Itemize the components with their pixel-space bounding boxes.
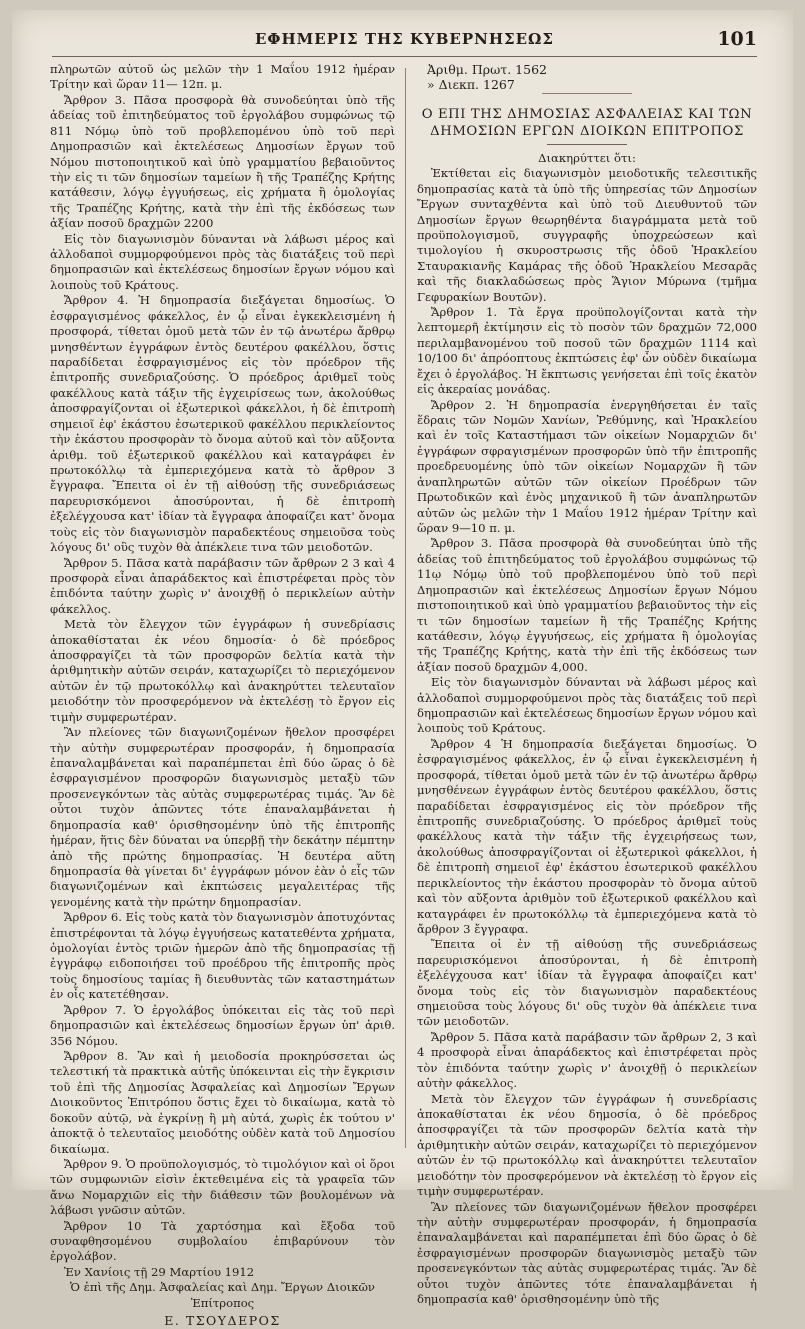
paragraph: Ἄρθρον 3. Πᾶσα προσφορὰ θὰ συνοδεύηται ὑπὸ τῆς ἀδείας τοῦ ἐπιτηδεύματος τοῦ ἐργολάβου συμφώνως τῷ 811 Νόμῳ ὑπὸ τοῦ προβλεπομένου ὑπὸ τοῦ περὶ Δημοπρασιῶν καὶ ἐκτελέσεως Δημοσίων ἔργων τοῦ Νόμου πιστοποιητικοῦ καὶ ὑπὸ γραμματίου βεβαιοῦντος τὴν εἰς τι τῶν δημοσίων ταμείων ἢ τῆς Τραπέζης Κρήτης κατάθεσιν, λόγῳ ἐγγυήσεως, εἰς χρήματα ἢ ὁμολογίας τῆς Τραπέζης Κρήτης, κατὰ τὴν ἐπὶ τῆς ἐκδόσεως των ἀξίαν ποσοῦ δραχμῶν 2200 <box>50 92 395 231</box>
paragraph: Εἰς τὸν διαγωνισμὸν δύνανται νὰ λάβωσι μέρος καὶ ἀλλοδαποὶ συμμορφούμενοι πρὸς τὰς διατάξεις τοῦ περὶ δημοπρασιῶν καὶ ἐκτελέσεως δημοσίων ἔργων νόμου καὶ λοιποὺς τοῦ Κράτους. <box>50 231 395 292</box>
paragraph: Ἄρθρον 9. Ὁ προϋπολογισμός, τὸ τιμολόγιον καὶ οἱ ὅροι τῶν συμφωνιῶν εἰσὶν ἐκτεθειμένα εἰς τὰ γραφεῖα τῶν ἄνω Νομαρχιῶν εἰς τὴν διάθεσιν τῶν βουλομένων νὰ λάβωσι γνῶσιν αὐτῶν. <box>50 1156 395 1218</box>
paragraph: Ἄρθρον 4 Ἡ δημοπρασία διεξάγεται δημοσίως. Ὁ ἐσφραγισμένος φάκελλος, ἐν ᾧ εἶναι ἐγκεκλεισμένη ἡ προσφορά, τίθεται ὁμοῦ μετὰ τῶν ἐν τῷ ἀνωτέρω ἄρθρῳ μνησθένεων ἐγγράφων ἐντὸς δευτέρου φακέλλου, ὅστις παραδίδεται ἐσφραγισμένος εἰς τὸν πρόεδρον τῆς ἐπιτροπῆς συνεδριαζούσης. Ὁ πρόεδρος ἀριθμεῖ τοὺς φακέλλους κατὰ τὴν τάξιν τῆς ἐγχειρήσεως των, ἀκολούθως ἀποσφραγίζονται οἱ ἐξωτερικοὶ φάκελλοι, ἡ δὲ ἐπιτροπὴ σημειοῖ ἐφ' ἑκάστου ἐσωτερικοῦ φακέλλου περικλείοντος τὴν ἑκάστου προσφορὰν τὸ ὄνομα αὐτοῦ καὶ τὸν αὔξοντα ἀριθμὸν τοῦ ἐξωτερικοῦ φακέλλου καὶ καταγράφει ἐν πρωτοκόλλῳ τὰ ἐμπεριεχόμενα κατὰ τὸ ἄρθρον 3 ἔγγραφα. <box>417 736 757 936</box>
column-divider <box>405 68 406 1148</box>
signatory-title: Ὁ ἐπὶ τῆς Δημ. Ἀσφαλείας καὶ Δημ. Ἔργων Διοικῶν Ἐπίτροπος <box>70 1280 375 1310</box>
paragraph: Ἄρθρον 7. Ὁ ἐργολάβος ὑπόκειται εἰς τὰς τοῦ περὶ δημοπρασιῶν καὶ ἐκτελέσεως δημοσίων ἔργων ὑπ' ἀριθ. 356 Νόμου. <box>50 1002 395 1048</box>
right-column <box>417 62 757 1307</box>
paragraph: Ἄρθρον 3. Πᾶσα προσφορὰ θὰ συνοδεύηται ὑπὸ τῆς ἀδείας τοῦ ἐπιτηδεύματος τοῦ ἐργολάβου συμφώνως τῷ 11ῳ Νόμῳ ὑπὸ τοῦ προβλεπομένου ὑπὸ τοῦ περὶ Δημοπρασιῶν καὶ ἐκτελέσεως Δημοσίων ἔργων Νόμου πιστοποιητικοῦ καὶ ὑπὸ γραμματίου βεβαιοῦντος τὴν εἰς τι τῶν δημοσίων ταμείων ἢ τῆς Τραπέζης Κρήτης κατάθεσιν, λόγῳ ἐγγυήσεως, εἰς χρήματα ἢ ὁμολογίας τῆς Τραπέζης Κρήτης, κατὰ τὴν ἐπὶ τῆς ἐκδόσεως των ἀξίαν ποσοῦ δραχμῶν 4,000. <box>417 536 757 674</box>
paragraph: Ἄρθρον 1. Τὰ ἔργα προϋπολογίζονται κατὰ τὴν λεπτομερῆ ἐκτίμησιν εἰς τὸ ποσὸν τῶν δραχμῶν 72,000 περιλαμβανομένου τοῦ ποσοῦ τῶν δραχμῶν 1114 καὶ 10/100 δι' ἀπρόοπτους ἐκπτώσεις ἐφ' ὧν οὐδὲν δικαίωμα ἔχει ὁ ἐργολάβος. Ἡ ἔκπτωσις γενήσεται ἐπὶ τοῖς ἑκατὸν εἰς ἀκεραίας μονάδας. <box>417 305 757 397</box>
paragraph: Ἄρθρον 5. Πᾶσα κατὰ παράβασιν τῶν ἄρθρων 2, 3 καὶ 4 προσφορὰ εἶναι ἀπαράδεκτος καὶ ἐπιστρέφεται πρὸς τὸν ἐπιδόντα ταύτην χωρὶς ν' ἀνοιχθῇ ὁ περικλείων αὐτὴν φάκελλος. <box>417 1029 757 1091</box>
paragraph: Ἂν πλείονες τῶν διαγωνιζομένων ἤθελον προσφέρει τὴν αὐτὴν συμφερωτέραν προσφοράν, ἡ δημοπρασία ἐπαναλαμβάνεται καὶ παραπέμπεται ἐπὶ δύο ὥρας ὁ δὲ ἐσφραγισμένων προσφορῶν διαγωνισμὸς μεταξὺ τῶν προσενεγκόντων τὰς αὐτὰς συμφερωτέρας τιμάς. Ἂν δὲ οὗτοι τυχὸν ἀπῶντες τότε ἐπαναλαμβάνεται ἡ δημοπρασία καθ' ὁρισθησομένην ὑπὸ τῆς <box>417 1199 757 1307</box>
date-line: Ἐν Χανίοις τῇ 29 Μαρτίου 1912 <box>64 1264 255 1279</box>
paragraph: Μετὰ τὸν ἔλεγχον τῶν ἐγγράφων ἡ συνεδρίασις ἀποκαθίσταται ἐκ νέου δημοσία· ὁ δὲ πρόεδρος ἀποσφραγίζει τὰ τῶν προσφορῶν δελτία κατὰ τὴν ἀριθμητικὴν αὐτῶν σειράν, καταχωρίζει τὸ περιεχόμενον αὐτῶν ἐν τῷ πρωτοκόλλῳ καὶ ἀνακηρύττει τελευταῖον μειοδότην τὸν προσφερόμενον νὰ ἐκτελέσῃ τὸ ἔργον εἰς τιμὴν συμφερωτέραν. <box>50 617 395 724</box>
proclaims-line: Διακηρύττει ὅτι: <box>538 150 636 165</box>
page-number: 101 <box>717 28 757 50</box>
gazette-title: ΕΦΗΜΕΡΙΣ ΤΗΣ ΚΥΒΕΡΝΗΣΕΩΣ <box>254 30 554 48</box>
paragraph: Ἄρθρον 6. Εἰς τοὺς κατὰ τὸν διαγωνισμὸν ἀποτυχόντας ἐπιστρέφονται τὰ λόγῳ ἐγγυήσεως κατατεθέντα χρήματα, ὁμολογίαι ἐντὸς τριῶν ἡμερῶν ἀπὸ τῆς δημοπρασίας τῇ ἐγγράφῳ ειδοποιήσει τοῦ προέδρου τῆς ἐπιτροπῆς πρὸς τοὺς δημοσίους ταμίας ἢ διευθυντὰς τῶν καταστημάτων ἐν οἷς κατετέθησαν. <box>50 910 395 1002</box>
notice-heading: Ο ΕΠΙ ΤΗΣ ΔΗΜΟΣΙΑΣ ΑΣΦΑΛΕΙΑΣ ΚΑΙ ΤΩΝ ΔΗΜΟΣΙΩΝ ΕΡΓΩΝ ΔΙΟΙΚΩΝ ΕΠΙΤΡΟΠΟΣ <box>421 106 753 139</box>
paragraph: Ἄρθρον 8. Ἂν καὶ ἡ μειοδοσία προκηρύσσεται ὡς τελεστική τὰ πρακτικὰ αὐτῆς ὑπόκεινται εἰς τὴν ἔγκρισιν τοῦ ἐπὶ τῆς Δημοσίας Ἀσφαλείας καὶ Δημοσίων Ἔργων Διοικοῦντος Ἐπιτρόπου ὅστις ἔχει τὸ δικαίωμα, κατὰ τὸ δοκοῦν αὐτῷ, νὰ ἐγκρίνῃ ἢ μὴ αὐτά, χωρὶς ἐκ τούτου ν' ἀποκτᾷ ὁ τελευταῖος μειοδότης οὐδὲν κατὰ τοῦ Δημοσίου δικαίωμα. <box>50 1049 395 1156</box>
paragraph: Εἰς τὸν διαγωνισμὸν δύνανται νὰ λάβωσι μέρος καὶ ἀλλοδαποὶ συμμορφούμενοι πρὸς τὰς διατάξεις τοῦ περὶ δημοπρασιῶν καὶ ἐκτελέσεως δημοσίων ἔργων νόμου καὶ λοιποὺς τοῦ Κράτους. <box>417 675 757 736</box>
protocol-rule <box>542 93 632 94</box>
left-column <box>50 62 395 1329</box>
dispatch-number: » Διεκπ. 1267 <box>427 77 515 93</box>
paragraph: Ἄρθρον 10 Τὰ χαρτόσημα καὶ ἔξοδα τοῦ συναφθησομένου συμβολαίου ἐπιβαρύνουν τὸν ἐργολάβον. <box>50 1218 395 1264</box>
paragraph: Ἄρθρον 4. Ἡ δημοπρασία διεξάγεται δημοσίως. Ὁ ἐσφραγισμένος φάκελλος, ἐν ᾧ εἶναι ἐγκεκλεισμένη ἡ προσφορά, τίθεται ὁμοῦ μετὰ τῶν ἐν τῷ ἀνωτέρω ἄρθρῳ μνησθέντων ἐγγράφων ἐντὸς δευτέρου φακέλλου, ὅστις παραδίδεται ἐσφραγισμένος εἰς τὸν πρόεδρον τῆς ἐπιτροπῆς συνεδριαζούσης. Ὁ πρόεδρος ἀριθμεῖ τοὺς φακέλλους κατὰ τάξιν τῆς ἐγχειρίσεως των, ἀκολούθως ἀποσφραγίζονται οἱ ἐξωτερικοὶ φάκελλοι, ἡ δὲ ἐπιτροπὴ σημειοῖ ἐφ' ἑκάστου ἐσωτερικοῦ φακέλλου περικλείοντος τὴν ἑκάστου προσφορὰν τὸ ὄνομα αὐτοῦ καὶ τὸν αὔξοντα ἀριθμ. τοῦ ἐξωτερικοῦ φακέλλου καὶ καταγράφει ἐν πρωτοκόλλῳ τὰ ἐμπεριεχόμενα κατὰ τὸ ἄρθρον 3 ἔγγραφα. Ἔπειτα οἱ ἐν τῇ αἰθούσῃ τῆς συνεδριάσεως παρευρισκόμενοι ἀποσύρονται, ἡ δὲ ἐπιτροπὴ ἐξελέγχουσα κατ' ἰδίαν τὰ ἔγγραφα ἀποφαίζει κατ' ὄνομα τοὺς εἰς τὸν διαγωνισμὸν παραδεκτέους σημειοῦσα τοὺς λόγους δι' οὓς τυχὸν θὰ ἀπέκλειε τινα τῶν μειοδοτῶν. <box>50 293 395 555</box>
signatory-name: Ε. ΤΣΟΥΔΕΡΟΣ <box>164 1313 281 1329</box>
protocol-block <box>417 62 757 93</box>
paragraph: Ἄρθρον 2. Ἡ δημοπρασία ἐνεργηθήσεται ἐν ταῖς ἕδραις τῶν Νομῶν Χανίων, Ῥεθύμνης, καὶ Ἡρακλείου καὶ ἐν τοῖς Καταστήμασι τῶν οἰκείων Νομαρχιῶν δι' ἐγγράφων σφραγισμένων προσφορῶν ὑπὸ τῆν ἐπιτροπῆς προεδρευομένης ὑπὸ τῶν οἰκείων Νομαρχῶν ἢ τῶν ἀναπληρωτῶν αὐτῶν τῶν οἰκείων Προέδρων τῶν Πρωτοδικῶν καὶ ἑνὸς μηχανικοῦ ἢ τῶν ἀναπληρωτῶν αὐτῶν ὡς μελῶν τὴν 1 Μαΐου 1912 ἡμέραν Τρίτην καὶ ὥραν 9—10 π. μ. <box>417 397 757 535</box>
paragraph: Ἔπειτα οἱ ἐν τῇ αἰθούσῃ τῆς συνεδριάσεως παρευρισκόμενοι ἀποσύρονται, ἡ δὲ ἐπιτροπὴ ἐξελέγχουσα κατ' ἰδίαν τὰ ἔγγραφα ἀποφαίζει κατ' ὄνομα τοὺς εἰς τὸν διαγωνισμὸν παραδεκτέους σημειοῦσα τοὺς λόγους δι' οὓς τυχὸν θὰ ἀπέκλειε τινα τῶν μειοδοτῶν. <box>417 937 757 1029</box>
paragraph: Ἄρθρον 5. Πᾶσα κατὰ παράβασιν τῶν ἄρθρων 2 3 καὶ 4 προσφορὰ εἶναι ἀπαράδεκτος καὶ ἐπιστρέφεται πρὸς τὸν ἐπιδόντα ταύτην χωρὶς ν' ἀνοιχθῇ ὁ περικλείων αὐτὴν φάκελλος. <box>50 555 395 616</box>
newspaper-page <box>12 10 793 1329</box>
protocol-number: Ἀριθμ. Πρωτ. 1562 <box>427 62 547 77</box>
running-header <box>52 28 757 57</box>
paragraph: Ἂν πλείονες τῶν διαγωνιζομένων ἤθελον προσφέρει τὴν αὐτὴν συμφερωτέραν προσφοράν, ἡ δημοπρασία ἐπαναλαμβάνεται καὶ παραπέμπεται ἐπὶ δύο ὥρας ὁ δὲ ἐσφραγισμένον προσφορῶν διαγωνισμὸς μεταξὺ τῶν προσενεγκόντων τὰς αὐτὰς συμφερωτέρας τιμάς. Ἂν δὲ οὗτοι τυχὸν ἀπῶντες τότε ἐπαναλαμβάνεται ἡ δημοπρασία καθ' ὁρισθησομένην ὑπὸ τῆς ἐπιτροπῆς ἡμέραν, ἥτις δὲν δύναται να ὑπερβῇ τὴν δεκάτην πέμπτην ἀπὸ τῆς πρώτης δημοπρασίας. Ἡ δευτέρα αὕτη δημοπρασία θὰ γίνεται δι' ἐγγράφων μόνον ἐὰν ὁ εἷς τῶν διαγωνιζομένων καὶ ἐκπτώσεις μεγαλειτέρας τῆς γενομένης κατὰ τὴν πρώτην δημοπρασίαν. <box>50 725 395 909</box>
paragraph: Ἐκτίθεται εἰς διαγωνισμὸν μειοδοτικῆς τελεσιτικῆς δημοπρασίας κατὰ τὰ ὑπὸ τῆς ὑπηρεσίας τῶν Δημοσίων Ἔργων συνταχθέντα καὶ ὑπὸ τοῦ Διευθυντοῦ τῶν Δημοσίων ἔργων θεωρηθέντα διαγράμματα μετὰ τοῦ προϋπολογισμοῦ, συγγραφῆς ὑποχρεώσεων καὶ τιμολογίου ἡ σκυροστρωσις τῆς ὁδοῦ Ἡρακλείου Σταυρακιανῆς Καμάρας τῆς ὁδοῦ Ἡρακλείου Μεσαρᾶς καὶ τῆς διακλαδώσεως πρὸς Ἅγιον Μύρωνα (τμῆμα Γεφυρακίων Βουτῶν). <box>417 166 757 304</box>
paragraph: Μετὰ τὸν ἔλεγχον τῶν ἐγγράφων ἡ συνεδρίασις ἀποκαθίσταται ἐκ νέου δημοσία, ὁ δὲ πρόεδρος ἀποσφραγίζει τὰ τῶν προσφορῶν δελτία κατὰ τὴν ἀριθμητικὴν αὐτῶν σειράν, καταχωρίζει τὸ περιεχόμενον αὐτῶν ἐν τῷ πρωτοκόλλῳ καὶ ἀνακηρύττει τελευταῖον μειοδότην τὸν προσφερόμενον νὰ ἐκτελέσῃ τὸ ἔργον εἰς τιμὴν συμφερωτέραν. <box>417 1091 757 1199</box>
paragraph: πληρωτῶν αὐτοῦ ὡς μελῶν τὴν 1 Μαΐου 1912 ἡμέραν Τρίτην καὶ ὥραν 11— 12π. μ. <box>50 62 395 92</box>
heading-rule <box>547 144 627 145</box>
